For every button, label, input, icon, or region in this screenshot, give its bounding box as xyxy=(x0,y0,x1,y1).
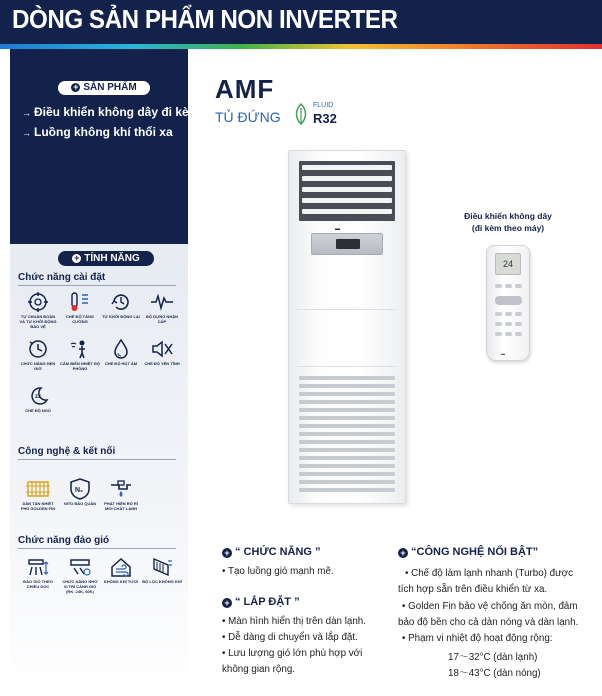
arrow-icon: → xyxy=(22,108,31,118)
model-name: AMF xyxy=(215,74,275,104)
vertical-swing-icon xyxy=(18,556,58,589)
nitrogen-icon xyxy=(60,478,100,506)
golden-fin-icon xyxy=(18,478,58,511)
icon-caption: CHẾ ĐỘ NGỦ xyxy=(25,408,51,413)
product-pill-label: SẢN PHẨM xyxy=(83,82,137,93)
product-item-label: Điều khiển không dây đi kèm xyxy=(34,105,200,119)
plus-circle-icon: + xyxy=(398,548,408,558)
plus-circle-icon: + xyxy=(222,548,232,558)
function-item: • Tạo luồng gió mạnh mẽ. xyxy=(222,566,334,577)
plus-icon: + xyxy=(74,253,80,263)
boost-icon xyxy=(60,291,100,324)
header-banner xyxy=(0,0,602,44)
icon-caption: CHẾ ĐỘ TĂNG CƯỜNG xyxy=(66,314,94,324)
section-divider xyxy=(18,548,176,549)
timer-icon xyxy=(18,338,58,371)
top-louver xyxy=(299,161,395,221)
section-heading-function xyxy=(222,546,321,558)
plus-icon: + xyxy=(73,82,79,92)
features-pill-label: TÍNH NĂNG xyxy=(84,253,140,264)
icon-caption: BỘ DỰNG NHẬN CẤP xyxy=(146,314,178,324)
svg-text:N₂: N₂ xyxy=(75,487,84,494)
leak-detect-icon xyxy=(101,478,141,511)
section-heading-install xyxy=(222,596,300,608)
install-item: • Dễ dàng di chuyển và lắp đặt. xyxy=(222,632,358,643)
page-title: DÒNG SẢN PHẨM NON INVERTER xyxy=(12,4,398,34)
product-type: TỦ ĐỨNG xyxy=(215,109,281,125)
product-summary-panel xyxy=(10,49,200,244)
diagnostic-icon xyxy=(18,291,58,329)
technology-item: • Golden Fin bảo vệ chống ăn mòn, đảm xyxy=(402,601,578,612)
technology-item: bảo độ bền cho cả dàn nóng và dàn lạnh. xyxy=(398,617,579,628)
remote-brand-logo: ▬ xyxy=(501,351,505,356)
control-panel xyxy=(311,233,383,255)
icon-caption: DÀN TẢN NHIỆT PHỦ GOLDEN FIN xyxy=(20,501,56,511)
install-item: • Màn hình hiển thị trên dàn lạnh. xyxy=(222,616,366,627)
features-pill xyxy=(58,251,154,266)
section-divider xyxy=(18,459,176,460)
product-item xyxy=(22,125,173,139)
technology-item: tích hợp sẵn trên điều khiển từ xa. xyxy=(398,584,548,595)
brand-logo: ▬ xyxy=(335,226,340,232)
heading-label: “ CHỨC NĂNG ” xyxy=(235,546,321,558)
restart-icon xyxy=(101,291,141,319)
icon-caption: ĐẢO GIÓ THEO CHIỀU DỌC xyxy=(23,579,53,589)
panel-seam xyxy=(297,309,397,310)
remote-screen: 24 xyxy=(495,253,521,275)
dehumidify-icon xyxy=(101,338,141,366)
section-title-technology: Công nghệ & kết nối xyxy=(18,446,116,457)
section-heading-technology xyxy=(398,546,538,558)
air-filter-icon xyxy=(142,556,182,584)
louver-memory-icon xyxy=(60,556,100,594)
technology-item: 18～43°C (dàn nóng) xyxy=(448,668,541,679)
fluid-label: FLUID xyxy=(313,102,334,109)
icon-caption: CHỨC NĂNG HẸN GIỜ xyxy=(20,361,56,371)
icon-caption: CHỨC NĂNG NHỚ VỊ TRÍ CÁNH GIÓ (RK: 24K, 60K) xyxy=(62,579,98,594)
install-item: • Lưu lượng gió lớn phù hợp với xyxy=(222,648,363,659)
section-divider xyxy=(18,285,176,286)
heading-label: “CÔNG NGHỆ NỔI BẬT” xyxy=(411,546,539,558)
plus-circle-icon: + xyxy=(222,598,232,608)
panel-seam xyxy=(297,366,397,367)
sensor-icon xyxy=(60,338,100,371)
section-title-swing: Chức năng đảo gió xyxy=(18,535,110,546)
technology-item: • Phạm vi nhiệt độ hoạt động rộng: xyxy=(402,633,553,644)
technology-item: • Chế độ làm lạnh nhanh (Turbo) được xyxy=(405,568,573,579)
floor-standing-unit-image xyxy=(288,150,406,504)
icon-caption: TỰ KHỞI ĐỘNG LẠI xyxy=(102,314,140,319)
refrigerant-label: R32 xyxy=(313,111,337,126)
section-title-settings: Chức năng cài đặt xyxy=(18,272,106,283)
remote-label-line: (đi kèm theo máy) xyxy=(471,223,545,233)
remote-control-image xyxy=(486,245,530,361)
icon-caption: BỘ LỌC KHÔNG KHÍ xyxy=(142,579,182,584)
remote-label-line: Điều khiển không dây xyxy=(464,211,552,221)
silent-icon xyxy=(142,338,182,366)
fresh-air-icon xyxy=(101,556,141,584)
icon-caption: CẢM BIẾN NHIỆT ĐỘ PHÒNG xyxy=(60,361,100,371)
product-item xyxy=(22,105,199,119)
display-window xyxy=(336,239,360,249)
icon-caption: NITO BẢO QUẢN xyxy=(63,501,97,506)
heading-label: “ LẮP ĐẶT ” xyxy=(235,596,300,608)
arrow-icon: → xyxy=(22,128,31,138)
icon-caption: CHẾ ĐỘ YÊN TĨNH xyxy=(144,361,180,366)
wave-icon xyxy=(142,291,182,324)
product-pill xyxy=(58,81,150,95)
icon-caption: TỰ CHUẨN ĐOÁN VÀ TỰ KHỞI ĐỘNG BẢO VỆ xyxy=(19,314,57,329)
install-item: không gian rộng. xyxy=(222,664,295,675)
air-intake-grille xyxy=(299,376,395,494)
icon-caption: KHÔNG KHÍ TƯƠI xyxy=(103,579,139,584)
icon-caption: PHÁT HIỆN RÒ RỈ MÔI CHẤT LẠNH xyxy=(104,501,138,511)
leaf-icon xyxy=(293,102,309,131)
svg-text:zz: zz xyxy=(35,394,41,400)
sleep-icon xyxy=(18,385,58,413)
remote-label xyxy=(450,210,566,234)
technology-item: 17～32°C (dàn lạnh) xyxy=(448,652,538,663)
icon-caption: CHẾ ĐỘ HÚT ẨM xyxy=(104,361,138,366)
product-item-label: Luồng không khí thổi xa xyxy=(34,125,173,139)
